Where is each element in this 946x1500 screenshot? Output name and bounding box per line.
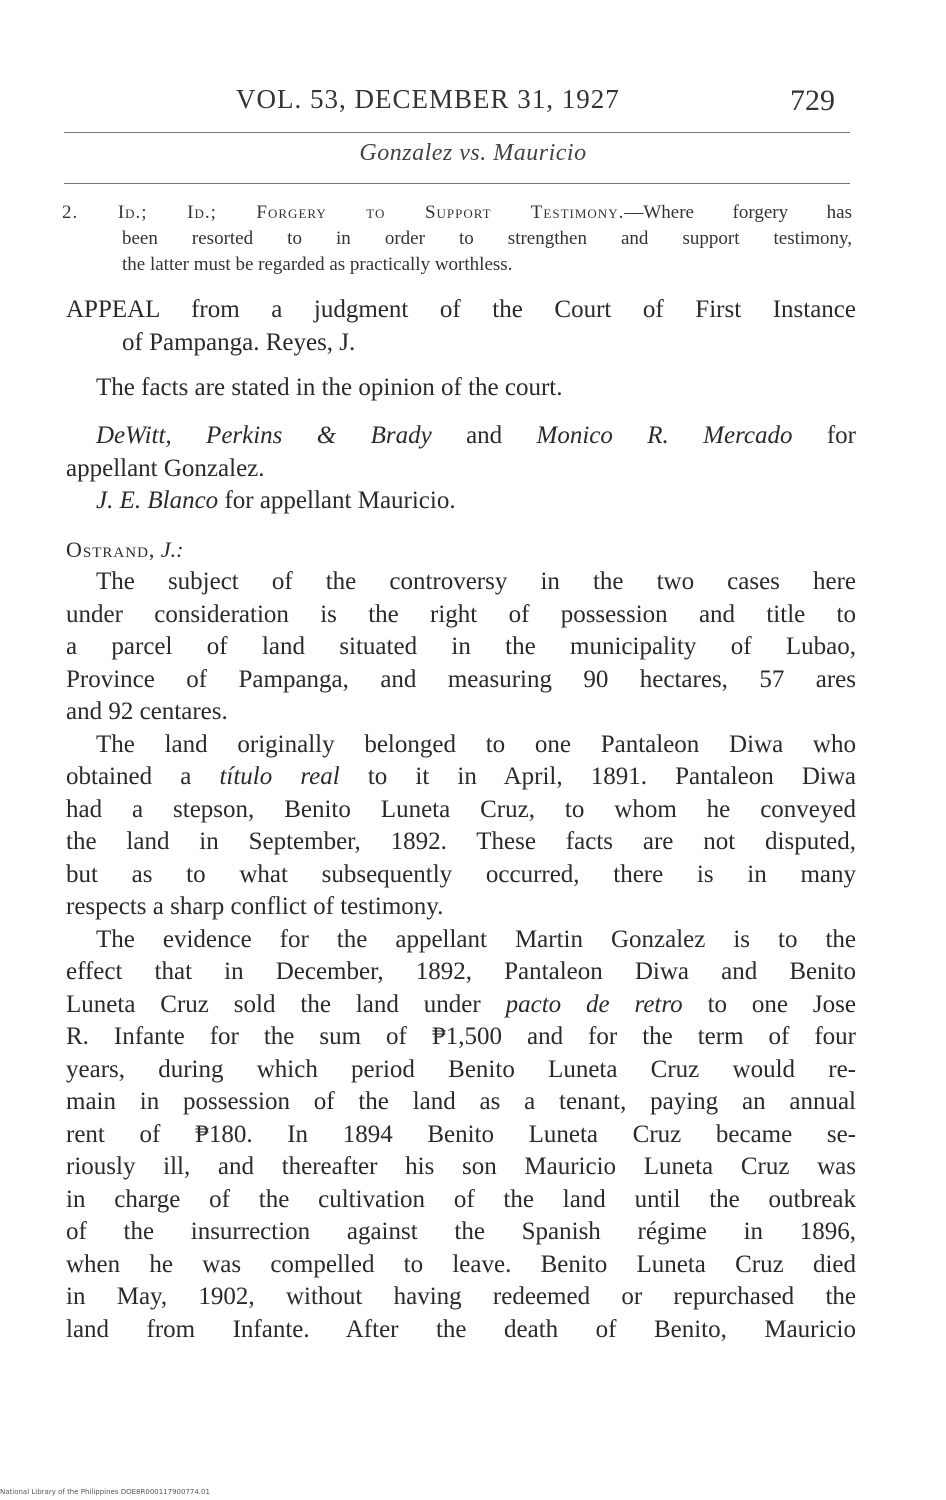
counsel-for: for <box>792 422 856 449</box>
appeal-line-1: APPEAL from a judgment of the Court of First Instance <box>66 296 856 323</box>
page-number: 729 <box>790 84 835 117</box>
counsel-line-1 <box>66 420 856 453</box>
opinion-line: riously ill, and thereafter his son Mauricio Luneta Cruz was <box>66 1153 856 1180</box>
second-counsel: J. E. Blanco <box>96 487 219 514</box>
volume-header: VOL. 53, DECEMBER 31, 1927 <box>236 84 620 114</box>
opinion-line: under consideration is the right of possession and title to <box>66 600 856 628</box>
opinion-line: The evidence for the appellant Martin Gonzalez is to the <box>96 925 856 953</box>
opinion-line: when he was compelled to leave. Benito Luneta Cruz died <box>66 1250 856 1278</box>
headnote-line-3: the latter must be regarded as practically worthless. <box>122 254 513 275</box>
counsel-firm: DeWitt, Perkins & Brady <box>96 422 432 449</box>
case-title: Gonzalez vs. Mauricio <box>359 140 587 166</box>
opinion-line: The subject of the controversy in the two cases here <box>96 568 856 595</box>
facts-statement <box>66 372 856 405</box>
counsel-line-2: appellant Gonzalez. <box>66 454 265 482</box>
opinion-text-span: to it in April, 1891. Pantaleon Diwa <box>339 763 856 790</box>
opinion-line: in charge of the cultivation of the land until the outbreak <box>66 1185 856 1213</box>
opinion-line: land from Infante. After the death of Benito, Mauricio <box>66 1315 856 1343</box>
opinion-text-span: obtained a <box>66 763 220 790</box>
pacto-de-retro-term: pacto de retro <box>505 990 683 1018</box>
counsel-co: Monico R. Mercado <box>536 422 793 449</box>
opinion-line <box>66 989 856 1022</box>
opinion-line: in May, 1902, without having redeemed or repurchased the <box>66 1283 856 1310</box>
facts-line: The facts are stated in the opinion of the court. <box>96 374 563 401</box>
opinion-line: rent of ₱180. In 1894 Benito Luneta Cruz became se- <box>66 1120 856 1148</box>
opinion-line: The land originally belonged to one Pantaleon Diwa who <box>96 730 856 758</box>
appeal-line-2: of Pampanga. Reyes, J. <box>122 328 356 356</box>
opinion-line: R. Infante for the sum of ₱1,500 and for the term of four <box>66 1023 856 1050</box>
author-suffix: J.: <box>155 537 184 562</box>
header-rule-top <box>64 132 850 133</box>
opinion-line <box>66 761 856 794</box>
headnote-label: 2. Id.; Id.; Forgery to Support Testimony. <box>62 202 625 223</box>
headnote-line-2: been resorted to in order to strengthen and support testimony, <box>122 228 852 249</box>
opinion-author <box>66 534 856 567</box>
scan-footer: National Library of the Philippines DOE8R000117900774.01 <box>0 1488 210 1496</box>
opinion-text-span: to one Jose <box>682 990 856 1018</box>
opinion-line: had a stepson, Benito Luneta Cruz, to whom he conveyed <box>66 795 856 823</box>
headnote <box>62 200 852 278</box>
counsel-line-3 <box>66 485 856 518</box>
author-name: Ostrand, <box>66 537 156 562</box>
headnote-text-1: —Where forgery has <box>624 202 852 223</box>
opinion-line: Province of Pampanga, and measuring 90 hectares, 57 ares <box>66 665 856 693</box>
opinion-line: the land in September, 1892. These facts are not disputed, <box>66 828 856 855</box>
opinion-text <box>66 566 856 1346</box>
appeal-paragraph <box>66 294 856 359</box>
counsel-and: and <box>431 422 537 449</box>
opinion-line: main in possession of the land as a tenant, paying an annual <box>66 1088 856 1115</box>
opinion-line: of the insurrection against the Spanish régime in 1896, <box>66 1218 856 1245</box>
counsel-block <box>66 420 856 518</box>
header-rule-bottom <box>64 183 850 184</box>
opinion-line: respects a sharp conflict of testimony. <box>66 893 444 920</box>
opinion-line: and 92 centares. <box>66 698 228 725</box>
opinion-line: effect that in December, 1892, Pantaleon Diwa and Benito <box>66 958 856 985</box>
opinion-line: years, during which period Benito Luneta Cruz would re- <box>66 1055 856 1083</box>
second-counsel-rest: for appellant Mauricio. <box>218 487 456 514</box>
headnote-line-1 <box>62 200 852 226</box>
opinion-line: but as to what subsequently occurred, there is in many <box>66 860 856 888</box>
opinion-line: a parcel of land situated in the municipality of Lubao, <box>66 633 856 660</box>
opinion-text-span: Luneta Cruz sold the land under <box>66 990 506 1018</box>
titulo-real-term: título real <box>219 763 340 790</box>
